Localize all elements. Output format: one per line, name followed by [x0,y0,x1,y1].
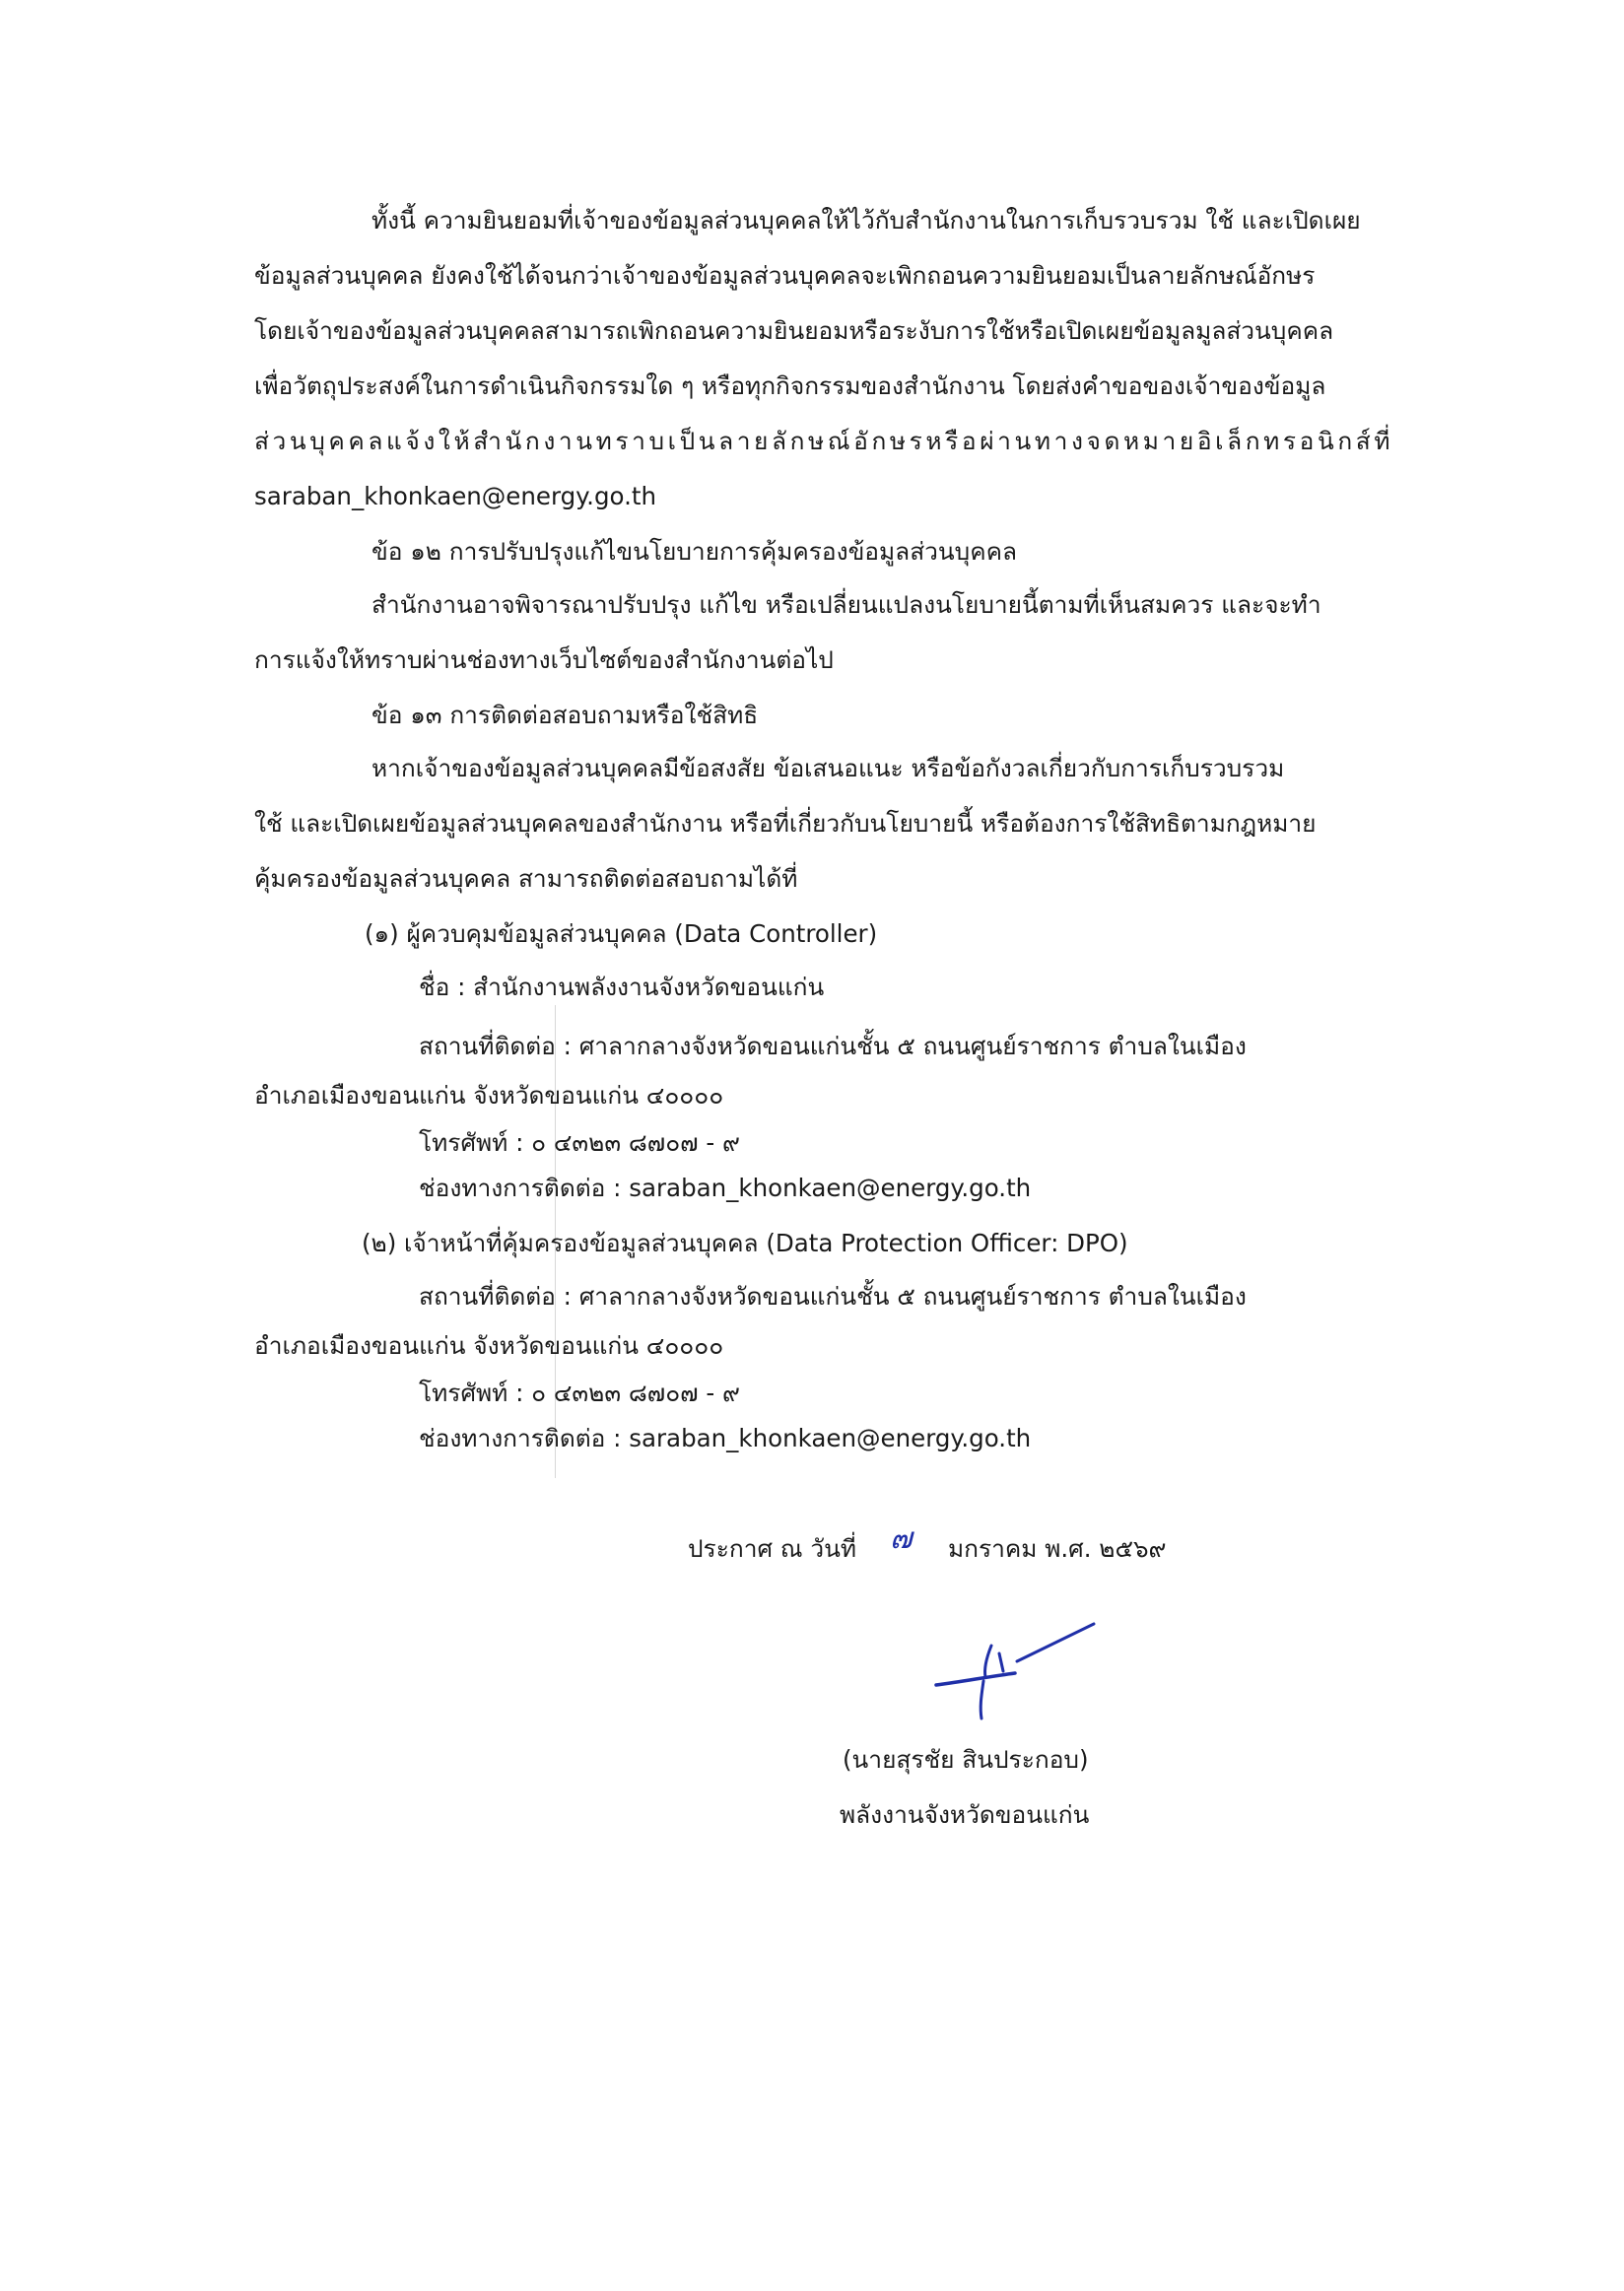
section-13-line-3: คุ้มครองข้อมูลส่วนบุคคล สามารถติดต่อสอบถามได้ที่ [254,864,798,893]
consent-line-2: ข้อมูลส่วนบุคคล ยังคงใช้ได้จนกว่าเจ้าของข้อมูลส่วนบุคคลจะเพิกถอนความยินยอมเป็นลายลักษณ์อักษร [254,261,1316,290]
dpo-channel: ช่องทางการติดต่อ : saraban_khonkaen@energy.go.th [419,1424,1032,1452]
signature-image [926,1616,1104,1734]
section-12-line-2: การแจ้งให้ทราบผ่านช่องทางเว็บไซต์ของสำนักงานต่อไป [254,645,834,674]
dpo-address-1: สถานที่ติดต่อ : ศาลากลางจังหวัดขอนแก่นชั้น ๕ ถนนศูนย์ราชการ ตำบลในเมือง [419,1282,1247,1311]
consent-line-5: ส่วนบุคคลแจ้งให้สำนักงานทราบเป็นลายลักษณ์อักษรหรือผ่านทางจดหมายอิเล็กทรอนิกส์ที่ [254,427,1394,455]
controller-phone: โทรศัพท์ : ๐ ๔๓๒๓ ๘๗๐๗ - ๙ [419,1128,740,1157]
section-12-heading: ข้อ ๑๒ การปรับปรุงแก้ไขนโยบายการคุ้มครองข้อมูลส่วนบุคคล [372,537,1017,566]
controller-name: ชื่อ : สำนักงานพลังงานจังหวัดขอนแก่น [419,973,825,1001]
section-13-heading: ข้อ ๑๓ การติดต่อสอบถามหรือใช้สิทธิ [372,701,759,729]
controller-channel: ช่องทางการติดต่อ : saraban_khonkaen@energy.go.th [419,1174,1032,1202]
controller-heading: (๑) ผู้ควบคุมข้อมูลส่วนบุคคล (Data Controller) [365,919,878,948]
consent-line-4: เพื่อวัตถุประสงค์ในการดำเนินกิจกรรมใด ๆ หรือทุกกิจกรรมของสำนักงาน โดยส่งคำขอของเจ้าของข้อมูล [254,371,1326,400]
signatory-name: (นายสุรชัย สินประกอบ) [843,1745,1089,1774]
consent-email: saraban_khonkaen@energy.go.th [254,482,657,510]
section-12-line-1: สำนักงานอาจพิจารณาปรับปรุง แก้ไข หรือเปลี่ยนแปลงนโยบายนี้ตามที่เห็นสมควร และจะทำ [372,590,1321,619]
section-13-line-1: หากเจ้าของข้อมูลส่วนบุคคลมีข้อสงสัย ข้อเสนอแนะ หรือข้อกังวลเกี่ยวกับการเก็บรวบรวม [372,754,1285,782]
section-13-line-2: ใช้ และเปิดเผยข้อมูลส่วนบุคคลของสำนักงาน หรือที่เกี่ยวกับนโยบายนี้ หรือต้องการใช้สิทธิตามกฎหมาย [254,809,1317,838]
consent-line-3: โดยเจ้าของข้อมูลส่วนบุคคลสามารถเพิกถอนความยินยอมหรือระงับการใช้หรือเปิดเผยข้อมูลมูลส่วนบุคคล [254,316,1334,345]
controller-address-2: อำเภอเมืองขอนแก่น จังหวัดขอนแก่น ๔๐๐๐๐ [254,1081,724,1110]
dpo-heading: (๒) เจ้าหน้าที่คุ้มครองข้อมูลส่วนบุคคล (Data Protection Officer: DPO) [362,1229,1128,1257]
controller-address-1: สถานที่ติดต่อ : ศาลากลางจังหวัดขอนแก่นชั้น ๕ ถนนศูนย์ราชการ ตำบลในเมือง [419,1032,1247,1060]
announcement-prefix: ประกาศ ณ วันที่ [688,1534,856,1563]
dpo-phone: โทรศัพท์ : ๐ ๔๓๒๓ ๘๗๐๗ - ๙ [419,1379,740,1407]
dpo-address-2: อำเภอเมืองขอนแก่น จังหวัดขอนแก่น ๔๐๐๐๐ [254,1331,724,1360]
signatory-title: พลังงานจังหวัดขอนแก่น [840,1800,1090,1829]
consent-line-1: ทั้งนี้ ความยินยอมที่เจ้าของข้อมูลส่วนบุคคลให้ไว้กับสำนักงานในการเก็บรวบรวม ใช้ และเปิดเผย [372,206,1361,235]
announcement-month-year: มกราคม พ.ศ. ๒๕๖๙ [948,1534,1167,1563]
announcement-day-handwritten: ๗ [890,1521,913,1556]
